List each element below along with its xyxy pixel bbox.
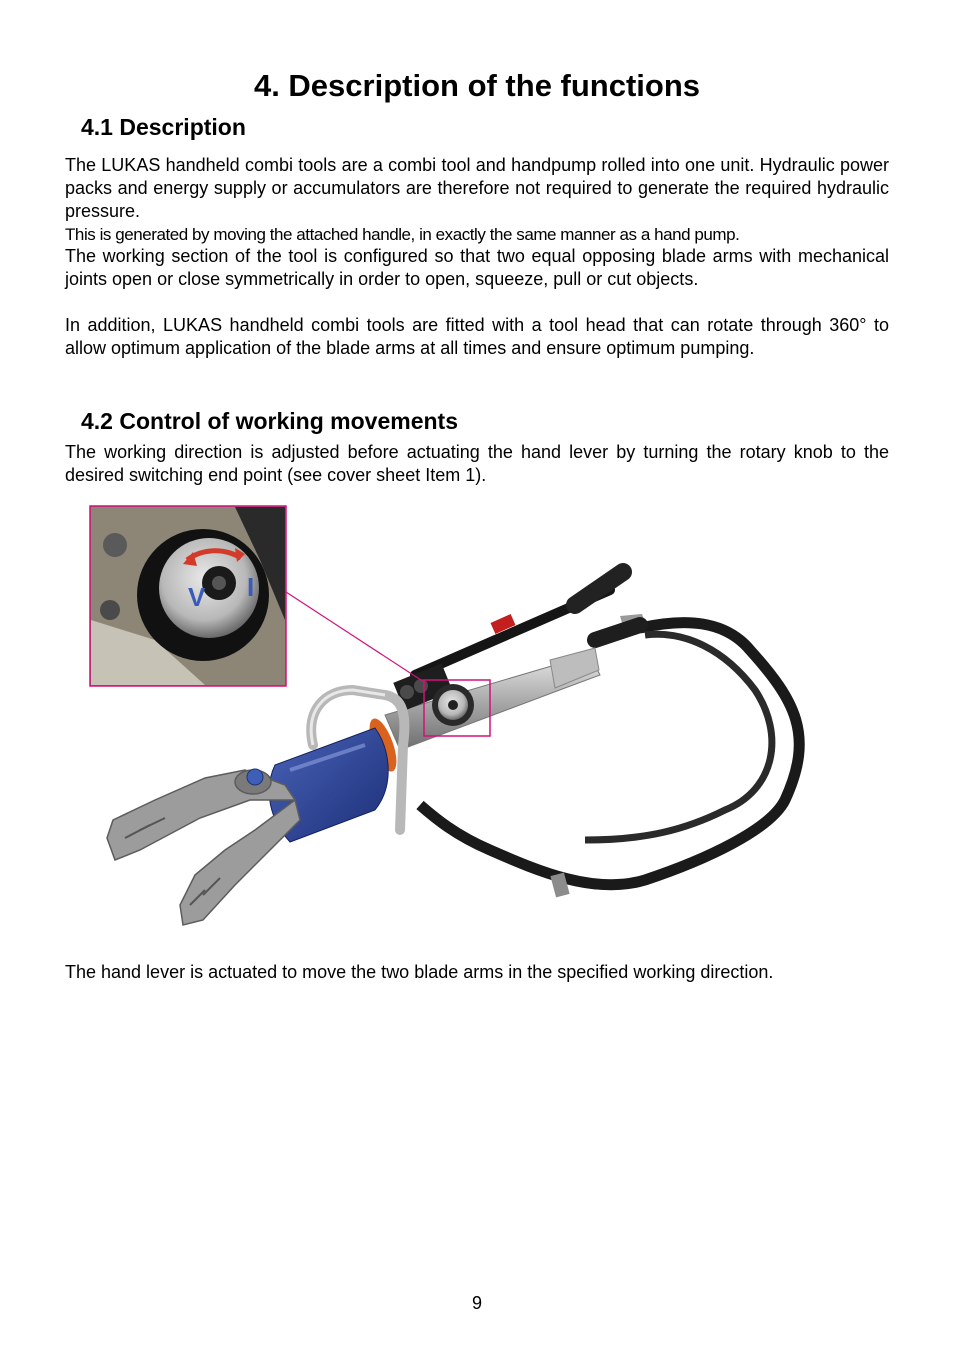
paragraph-intro: The LUKAS handheld combi tools are a combi tool and handpump rolled into one unit. Hydraulic power packs and energy supply or accumulators are therefore not required to generate the required hydraulic pressure. (65, 155, 889, 221)
page-title: 4. Description of the functions (253, 68, 701, 103)
page-number: 9 (471, 1293, 482, 1313)
combi-tool-illustration (85, 500, 865, 965)
section-heading-description: 4.1 Description (81, 114, 246, 140)
paragraph-hand-pump: This is generated by moving the attached handle, in exactly the same manner as a hand pump. (65, 225, 740, 244)
knob-label-i: I (247, 572, 255, 602)
paragraph-rotating-head: In addition, LUKAS handheld combi tools are fitted with a tool head that can rotate through 360° to allow optimum application of the blade arms at all times and ensure optimum pumping. (65, 315, 889, 358)
knob-label-v: V (188, 582, 206, 612)
paragraph-working-section: The working section of the tool is configured so that two equal opposing blade arms with mechanical joints open or close symmetrically in order to open, squeeze, pull or cut objects. (65, 246, 889, 289)
paragraph-working-direction: The working direction is adjusted before actuating the hand lever by turning the rotary knob to the desired switching end point (see cover sheet Item 1). (65, 442, 889, 485)
section-heading-control: 4.2 Control of working movements (81, 408, 458, 434)
figure-caption: The hand lever is actuated to move the two blade arms in the specified working direction. (65, 962, 774, 982)
